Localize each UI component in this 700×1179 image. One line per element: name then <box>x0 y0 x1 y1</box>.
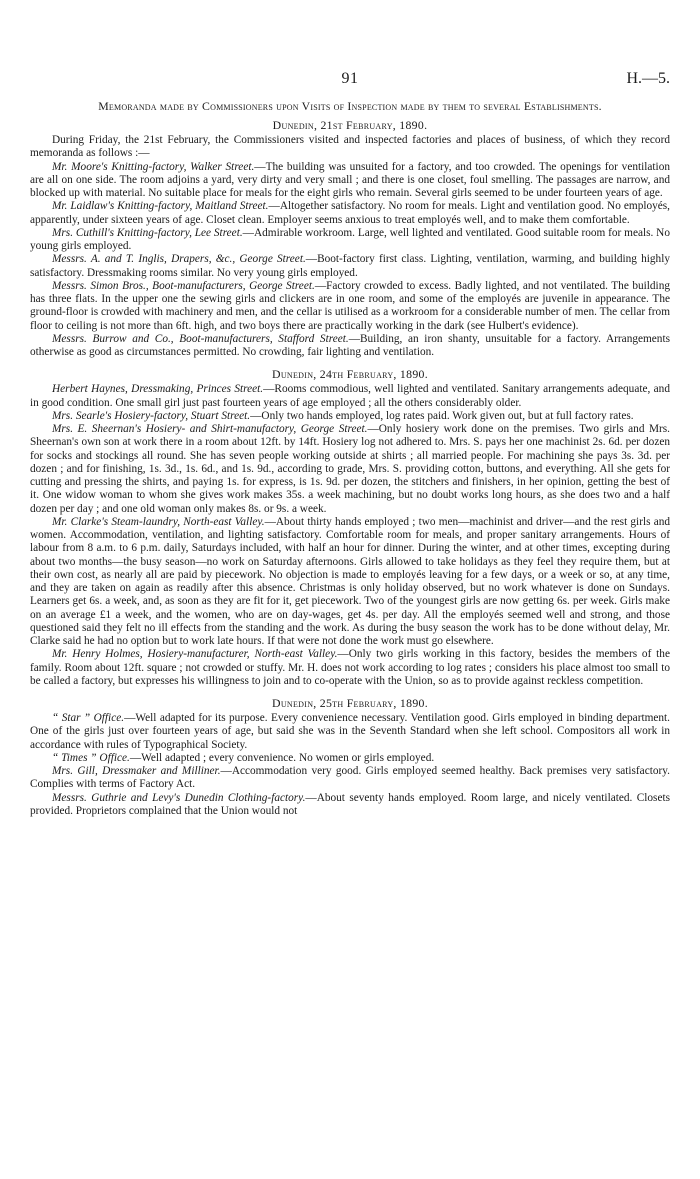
paragraph <box>30 752 670 765</box>
paragraph-text: —Altogether satisfactory. No room for meals. Light and ventilation good. No employés, apparently, under sixteen years of age. Closet clean. Employer seems anxious to treat employés well, and to make them comfortable. <box>30 200 671 226</box>
document-title: Memoranda made by Commissioners upon Visits of Inspection made by them to several Establishments. <box>98 99 602 113</box>
establishment-name: Messrs. Burrow and Co., Boot-manufacturers, Stafford Street. <box>52 332 349 345</box>
paragraph <box>30 792 670 819</box>
establishment-name: “ Times ” Office. <box>52 751 130 764</box>
paragraph-text: —Accommodation very good. Girls employed seemed healthy. Back premises very satisfactory. Complies with terms of Factory Act. <box>30 765 670 791</box>
paragraph <box>30 648 670 688</box>
section-dateline: Dunedin, 21st February, 1890. <box>272 118 428 132</box>
document-page <box>30 0 670 818</box>
paragraph-text: —About seventy hands employed. Room large, and nicely ventilated. Closets provided. Proprietors complained that the Union would not <box>30 791 671 817</box>
page-header <box>30 72 670 96</box>
paragraph <box>30 333 670 360</box>
establishment-name: Mrs. Searle's Hosiery-factory, Stuart Street. <box>52 409 251 422</box>
paragraph-text: —Well adapted for its purpose. Every convenience necessary. Ventilation good. Girls employed in binding department. One of the girls just over fourteen years of age, but said she was in the Seventh Standard when she left school. Compositors all work in accordance with rules of Typographical Society. <box>30 712 671 751</box>
establishment-name: “ Star ” Office. <box>52 712 125 724</box>
series-reference: H.—5. <box>626 70 670 87</box>
paragraph-text: —Only hosiery work done on the premises. Two girls and Mrs. Sheernan's own son at work there in a room about 12ft. by 14ft. Hosiery log not adhered to. Mrs. S. pays her one machinist 2s. 6d. per dozen for socks and stockings all round. She has seven people working outside at shirts ; all married people. For machining she pays 3s. 3d. per dozen ; and for finishing, 1s. 3d., 1s. 6d., and 1s. 9d., according to grade, Mrs. S. providing cotton, buttons, and everything. All she gets for cutting and pressing the shirts, and paying 1s. for express, is 1s. 9d. per dozen, the stitchers and finishers, in her opinion, getting the best of it. One widow woman to whom she gives work makes 35s. a week machining, but no doubt works long hours, as she does two and a half dozen per day ; and one old woman only makes 8s. or 9s. a week. <box>30 423 671 515</box>
establishment-name: Mrs. Gill, Dressmaker and Milliner. <box>52 765 221 777</box>
establishment-name: Mrs. E. Sheernan's Hosiery- and Shirt-manufactory, George Street. <box>52 423 368 435</box>
paragraph <box>30 253 670 280</box>
establishment-name: Mr. Laidlaw's Knitting-factory, Maitland Street. <box>52 200 269 213</box>
paragraph <box>30 134 670 161</box>
paragraph <box>30 516 670 649</box>
paragraph-text: During Friday, the 21st February, the Commissioners visited and inspected factories and places of business, of which they record memoranda as follows :— <box>30 134 670 160</box>
establishment-name: Mr. Clarke's Steam-laundry, North-east Valley. <box>52 515 265 528</box>
paragraph <box>30 280 670 333</box>
establishment-name: Herbert Haynes, Dressmaking, Princes Street. <box>52 383 264 396</box>
establishment-name: Messrs. Simon Bros., Boot-manufacturers, George Street. <box>52 279 315 292</box>
paragraph <box>30 227 670 254</box>
paragraph-text: —The building was unsuited for a factory, and too crowded. The openings for ventilation are all on one side. The room adjoins a yard, very dirty and very small ; and there is one closet, foul smelling. The passages are narrow, and blocked up with material. No suitable place for meals for the eight girls who remain. Several girls seemed to be under fourteen years of age. <box>30 160 670 199</box>
paragraph-text: —Admirable workroom. Large, well lighted and ventilated. Good suitable room for meals. No young girls employed. <box>30 226 670 252</box>
paragraph-text: —About thirty hands employed ; two men—machinist and driver—and the rest girls and women. Accommodation, ventilation, and lighting satisfactory. Comfortable room for meals, and proper sanitary arrangements. Hours of labour from 8 a.m. to 6 p.m. daily, Saturdays included, with half an hour for dinner. During the winter, and at other times, excepting during about two months—the busy season—no work on Saturday afternoons. Girls allowed to take holidays as they feel they require them, but at their own cost, as nearly all are paid by piecework. No objection is made to employés leaving for a few days, or a week or so, at any time, and they are taken on again as readily after this absence. Christmas is only holiday observed, but no work whatever is done on Sundays. Learners get 6s. a week, and, as soon as they are fit for it, get piecework. Two of the youngest girls are now getting 6s. per week. Girls make on an average £1 a week, and the women, who are on day-wages, get 4s. per day. All the employés seemed well and strong, and those questioned said they felt no ill effects from the standing and the work. As during the busy season the work has to be done without delay, Mr. Clarke said he had no option but to work late hours. If that were not done the work must go elsewhere. <box>30 515 671 647</box>
paragraph-text: —Building, an iron shanty, unsuitable for a factory. Arrangements otherwise as good as circumstances permitted. No crowding, fair lighting and ventilation. <box>30 332 670 358</box>
paragraph <box>30 423 670 516</box>
section-dateline: Dunedin, 24th February, 1890. <box>272 367 428 382</box>
paragraph <box>30 383 670 410</box>
paragraph-text: —Factory crowded to excess. Badly lighted, and not ventilated. The building has three flats. In the upper one the sewing girls and clickers are in one room, and some of the employés are juvenile in appearance. The ground-floor is crowded with machinery and men, and the cellar is utilised as a workroom for a considerable number of men. The cellar from floor to ceiling is not more than 6ft. high, and two boys there are practically working in the dark (see Hulbert's evidence). <box>30 279 670 332</box>
paragraph-text: —Rooms commodious, well lighted and ventilated. Sanitary arrangements adequate, and in good condition. One small girl just past fourteen years of age employed ; all the others considerably older. <box>30 383 670 409</box>
paragraph <box>30 765 670 792</box>
paragraph <box>30 712 670 752</box>
document-body <box>30 119 670 818</box>
page-number: 91 <box>341 70 359 87</box>
paragraph-text: —Only two hands employed, log rates paid. Work given out, but at full factory rates. <box>250 409 634 422</box>
paragraph-text: —Boot-factory first class. Lighting, ventilation, warming, and building highly satisfactory. Dressmaking rooms similar. No very young girls employed. <box>30 253 670 279</box>
establishment-name: Messrs. Guthrie and Levy's Dunedin Clothing-factory. <box>52 791 306 804</box>
paragraph <box>30 200 670 227</box>
establishment-name: Mr. Moore's Knitting-factory, Walker Street. <box>52 160 255 173</box>
establishment-name: Messrs. A. and T. Inglis, Drapers, &c., George Street. <box>52 253 306 266</box>
paragraph <box>30 161 670 201</box>
paragraph-text: —Well adapted ; every convenience. No women or girls employed. <box>129 751 435 764</box>
paragraph-text: —Only two girls working in this factory, besides the members of the family. Room about 12ft. square ; not crowded or stuffy. Mr. H. does not work according to log rates ; considers his place almost too small to be called a factory, but expresses his willingness to join and to co-operate with the Union, so as to provide against reckless competition. <box>30 648 670 687</box>
establishment-name: Mrs. Cuthill's Knitting-factory, Lee Street. <box>52 226 243 239</box>
paragraph <box>30 410 670 423</box>
section-dateline: Dunedin, 25th February, 1890. <box>272 696 428 710</box>
establishment-name: Mr. Henry Holmes, Hosiery-manufacturer, North-east Valley. <box>52 648 338 661</box>
